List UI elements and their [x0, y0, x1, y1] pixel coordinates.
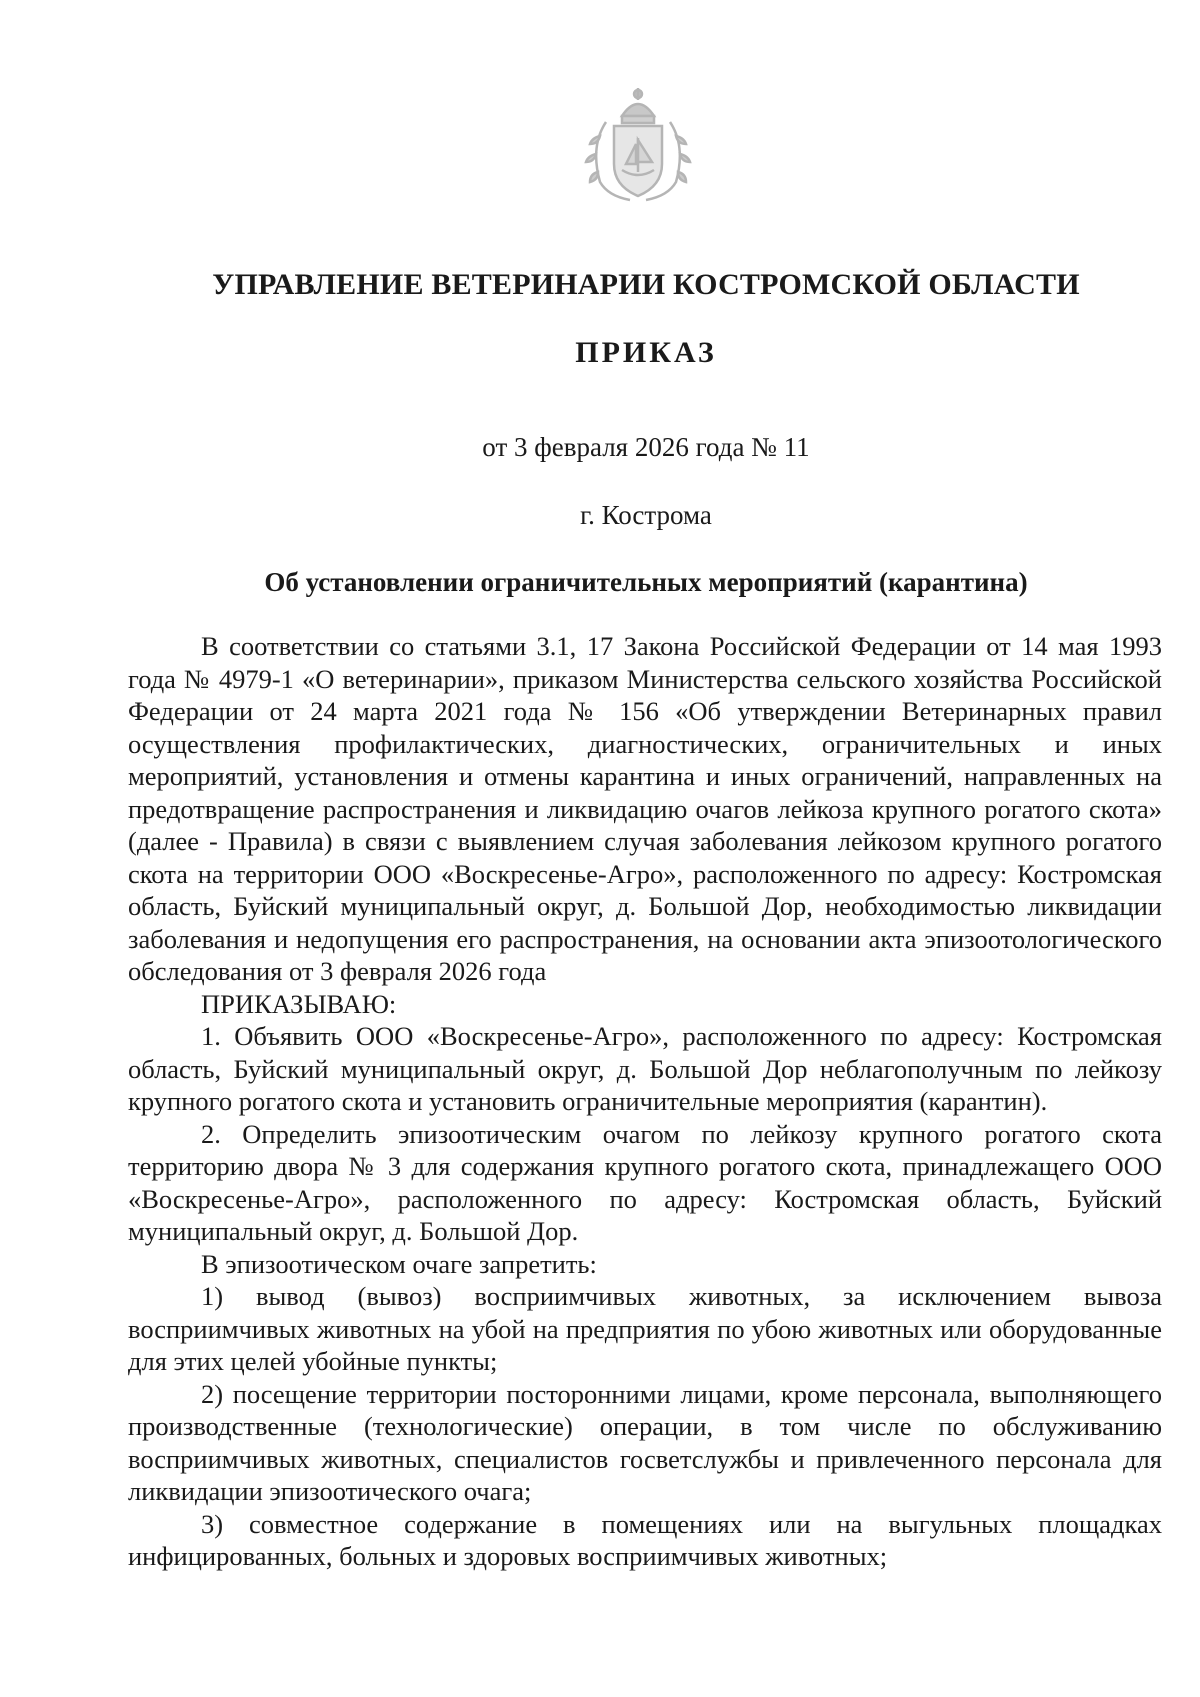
document-date-number: от 3 февраля 2026 года № 11 — [482, 432, 810, 462]
organization-title: УПРАВЛЕНИЕ ВЕТЕРИНАРИИ КОСТРОМСКОЙ ОБЛАСТИ — [212, 268, 1080, 301]
preamble-paragraph: В соответствии со статьями 3.1, 17 Закона Российской Федерации от 14 мая 1993 года № 4979-1 «О ветеринарии», приказом Министерства сельского хозяйства Российской Федерации от 24 марта 2021 года № 156 «Об утверждении Ветеринарных правил осуществления профилактических, диагностических, ограничительных и иных мероприятий, установления и отмены карантина и иных ограничений, направленных на предотвращение распространения и ликвидацию очагов лейкоза крупного рогатого скота» (далее - Правила) в связи с выявлением случая заболевания лейкозом крупного рогатого скота на территории ООО «Воскресенье-Агро», расположенного по адресу: Костромская область, Буйский муниципальный округ, д. Большой Дор, необходимостью ликвидации заболевания и недопущения его распространения, на основании акта эпизоотологического обследования от 3 февраля 2026 года — [128, 631, 1162, 986]
prohibit-intro: В эпизоотическом очаге запретить: — [201, 1248, 597, 1279]
order-item-1: 1. Объявить ООО «Воскресенье-Агро», расположенного по адресу: Костромская область, Буйский муниципальный округ, д. Большой Дор неблагополучным по лейкозу крупного рогатого скота и установить ограничительные мероприятия (карантин). — [128, 1021, 1162, 1116]
document-body — [128, 630, 1162, 1573]
document-city: г. Кострома — [580, 500, 712, 530]
prohibit-item-1: 1) вывод (вывоз) восприимчивых животных, за исключением вывоза восприимчивых животных на убой на предприятия по убою животных или оборудованные для этих целей убойные пункты; — [128, 1281, 1162, 1376]
document-type: ПРИКАЗ — [575, 336, 717, 369]
order-word: ПРИКАЗЫВАЮ: — [201, 988, 397, 1019]
order-item-2: 2. Определить эпизоотическим очагом по лейкозу крупного рогатого скота территорию двора № 3 для содержания крупного рогатого скота, принадлежащего ООО «Воскресенье-Агро», расположенного по адресу: Костромская область, Буйский муниципальный округ, д. Большой Дор. — [128, 1118, 1162, 1246]
document-subject: Об установлении ограничительных мероприятий (карантина) — [264, 567, 1028, 597]
coat-of-arms-icon — [578, 86, 698, 204]
prohibit-item-2: 2) посещение территории посторонними лицами, кроме персонала, выполняющего производственные (технологические) операции, в том числе по обслуживанию восприимчивых животных, специалистов госветслужбы и привлеченного персонала для ликвидации эпизоотического очага; — [128, 1378, 1162, 1506]
prohibit-item-3: 3) совместное содержание в помещениях или на выгульных площадках инфицированных, больных и здоровых восприимчивых животных; — [128, 1508, 1162, 1571]
